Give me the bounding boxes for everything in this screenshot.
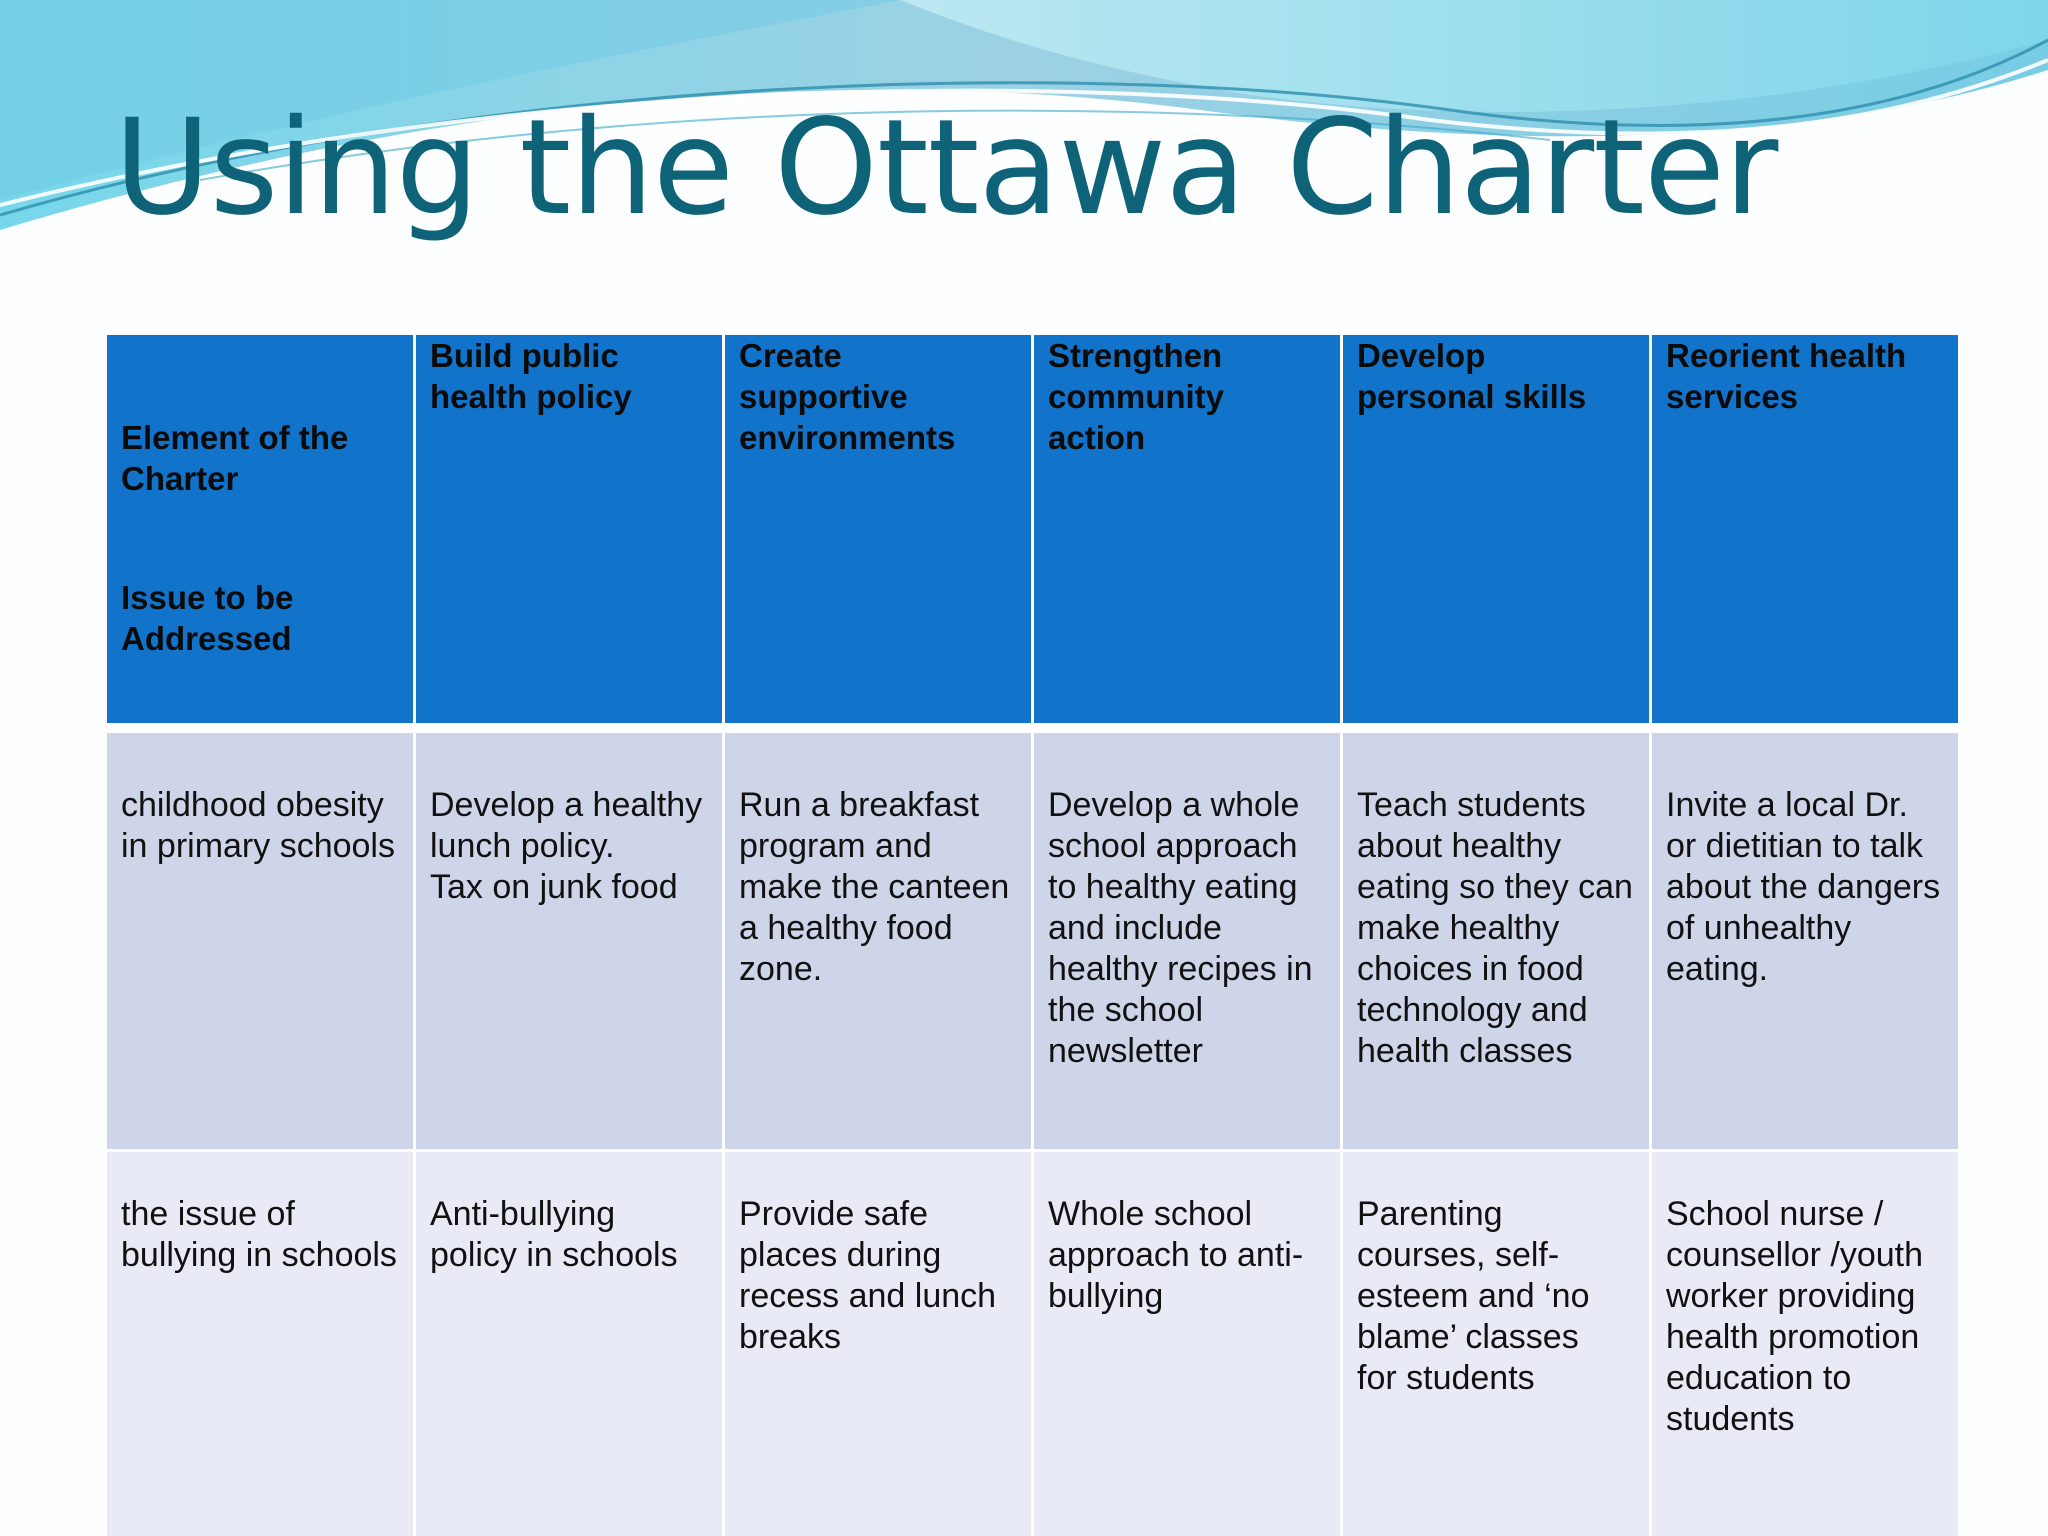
table-row <box>106 1151 1960 1536</box>
table-divider <box>106 725 1960 732</box>
table-row <box>106 732 1960 1151</box>
header-develop-personal-skills: Develop personal skills <box>1342 334 1651 725</box>
table-cell: Whole school approach to anti- bullying <box>1033 1151 1342 1536</box>
table-cell: Teach students about healthy eating so they can make healthy choices in food technology and health classes <box>1342 732 1651 1151</box>
table-cell: Invite a local Dr. or dietitian to talk about the dangers of unhealthy eating. <box>1651 732 1960 1151</box>
table-cell: Run a breakfast program and make the canteen a healthy food zone. <box>724 732 1033 1151</box>
header-reorient-health-services: Reorient health services <box>1651 334 1960 725</box>
header-strengthen-community-action: Strengthen community action <box>1033 334 1342 725</box>
header-build-public-health-policy: Build public health policy <box>415 334 724 725</box>
header-issue-label: Issue to be Addressed <box>121 579 294 657</box>
table-cell: Parenting courses, self- esteem and ‘no blame’ classes for students <box>1342 1151 1651 1536</box>
row-issue-cell: childhood obesity in primary schools <box>106 732 415 1151</box>
header-element-label: Element of the Charter <box>121 419 349 497</box>
ottawa-charter-table <box>104 332 1961 1536</box>
table-cell: Develop a healthy lunch policy. Tax on junk food <box>415 732 724 1151</box>
table-header-row <box>106 334 1960 725</box>
header-corner-cell <box>106 334 415 725</box>
row-issue-cell: the issue of bullying in schools <box>106 1151 415 1536</box>
table-cell: Develop a whole school approach to healthy eating and include healthy recipes in the school newsletter <box>1033 732 1342 1151</box>
slide-title: Using the Ottawa Charter <box>114 91 1778 245</box>
header-create-supportive-environments: Create supportive environments <box>724 334 1033 725</box>
table-cell: Provide safe places during recess and lunch breaks <box>724 1151 1033 1536</box>
table-cell: Anti-bullying policy in schools <box>415 1151 724 1536</box>
table-cell: School nurse / counsellor /youth worker providing health promotion education to students <box>1651 1151 1960 1536</box>
